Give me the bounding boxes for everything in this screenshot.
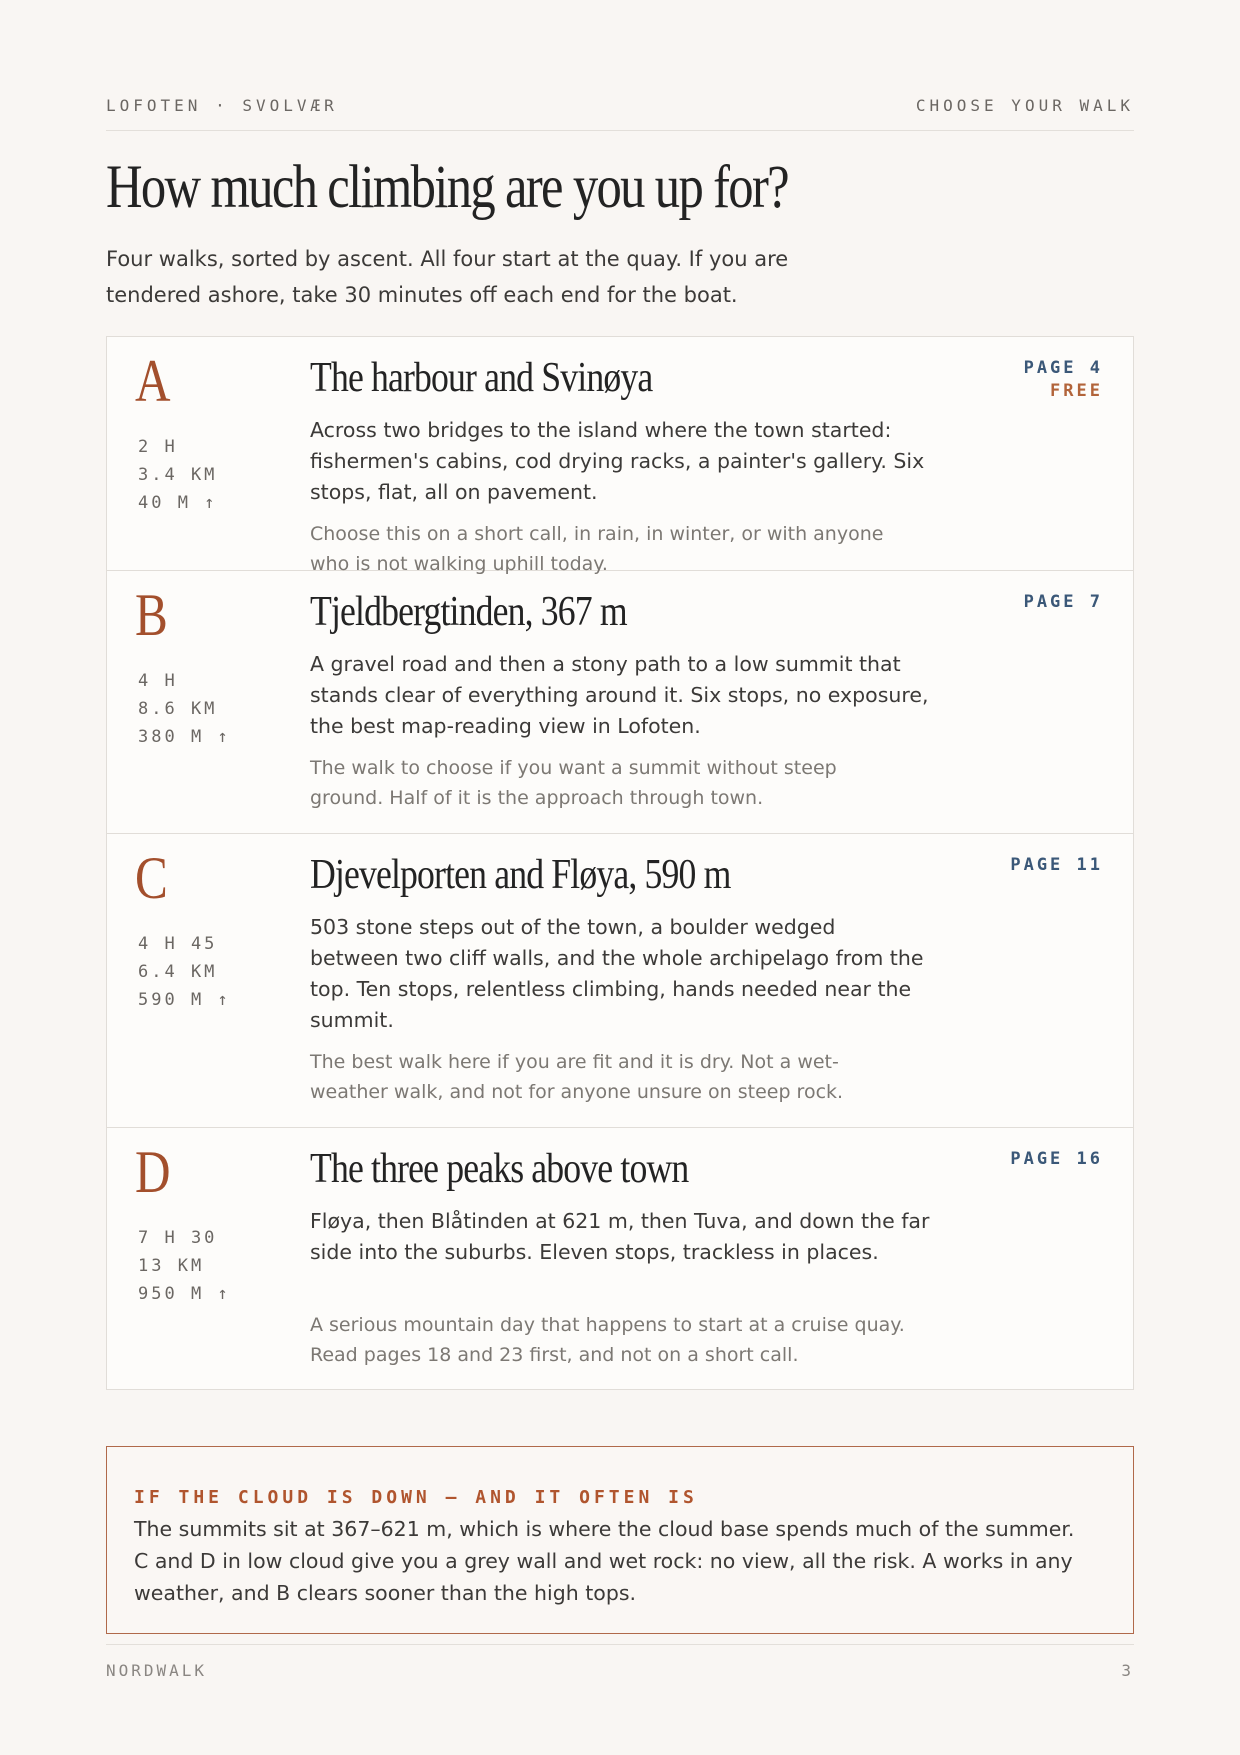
callout-title: IF THE CLOUD IS DOWN — AND IT OFTEN IS [134, 1487, 698, 1508]
walk-description: 503 stone steps out of the town, a boulder wedged between two cliff walls, and the whole archipelago from the top. Ten stops, relentless climbing, hands needed near the summit. [310, 915, 924, 1032]
footer-brand: NORDWALK [106, 1661, 208, 1680]
walk-page-ref[interactable] [1024, 357, 1103, 403]
walk-duration: 4 H [138, 671, 178, 691]
page-link[interactable]: PAGE 7 [1023, 592, 1103, 612]
page-number: 3 [1121, 1661, 1134, 1680]
running-header [106, 96, 1134, 131]
walk-name: The harbour and Svinøya [310, 355, 653, 401]
walk-name: Djevelporten and Fløya, 590 m [310, 852, 731, 898]
walk-page-ref[interactable] [1010, 1148, 1103, 1171]
walk-card-b[interactable] [107, 571, 1133, 834]
walk-card-d[interactable] [107, 1128, 1133, 1389]
walk-duration: 2 H [138, 437, 178, 457]
walk-note: The walk to choose if you want a summit without steep ground. Half of it is the approach through town. [310, 757, 837, 809]
walk-card-c[interactable] [107, 834, 1133, 1128]
walk-distance: 13 KM [138, 1256, 205, 1276]
walk-ascent: 590 M ↑ [138, 990, 231, 1010]
page-link[interactable]: PAGE 4 [1023, 358, 1103, 378]
walk-distance: 8.6 KM [138, 699, 218, 719]
cloud-warning-callout [106, 1446, 1134, 1634]
walk-distance: 6.4 KM [138, 962, 218, 982]
intro-paragraph: Four walks, sorted by ascent. All four start at the quay. If you are tendered ashore, take 30 minutes off each end for the boat. [106, 247, 789, 307]
walk-note: The best walk here if you are fit and it is dry. Not a wet-weather walk, and not for anyone unsure on steep rock. [310, 1051, 844, 1103]
walk-ascent: 380 M ↑ [138, 727, 231, 747]
walk-list [106, 336, 1134, 1390]
walk-letter: A [135, 348, 171, 414]
page-link[interactable]: PAGE 16 [1010, 1149, 1103, 1169]
walk-stats [138, 433, 217, 517]
walk-description: A gravel road and then a stony path to a low summit that stands clear of everything around it. Six stops, no exposure, the best map-reading view in Lofoten. [310, 652, 929, 738]
walk-ascent: 950 M ↑ [138, 1284, 231, 1304]
walk-note: A serious mountain day that happens to start at a cruise quay. Read pages 18 and 23 first, and not on a short call. [310, 1314, 905, 1366]
walk-letter: B [135, 582, 168, 648]
walk-card-a[interactable] [107, 337, 1133, 575]
callout-body: The summits sit at 367–621 m, which is where the cloud base spends much of the summer. C and D in low cloud give you a grey wall and wet rock: no view, all the risk. A works in any weather, and B clears sooner than the high tops. [134, 1517, 1075, 1605]
walk-page-ref[interactable] [1024, 591, 1103, 614]
walk-letter: D [135, 1139, 171, 1205]
walk-duration: 7 H 30 [138, 1228, 218, 1248]
walk-name: The three peaks above town [310, 1146, 689, 1192]
page-title: How much climbing are you up for? [106, 154, 788, 221]
walk-description: Across two bridges to the island where the town started: fishermen's cabins, cod drying racks, a painter's gallery. Six stops, flat, all on pavement. [310, 418, 925, 504]
walk-ascent: 40 M ↑ [138, 493, 218, 513]
walk-distance: 3.4 KM [138, 465, 218, 485]
walk-description: Fløya, then Blåtinden at 621 m, then Tuva, and down the far side into the suburbs. Eleven stops, trackless in places. [310, 1209, 930, 1264]
free-badge: FREE [1050, 381, 1103, 401]
walk-duration: 4 H 45 [138, 934, 218, 954]
header-location: LOFOTEN · SVOLVÆR [106, 96, 338, 115]
walk-stats [138, 930, 231, 1014]
page-link[interactable]: PAGE 11 [1010, 855, 1103, 875]
walk-stats [138, 667, 231, 751]
walk-page-ref[interactable] [1010, 854, 1103, 877]
walk-stats [138, 1224, 231, 1308]
page-footer [106, 1644, 1134, 1680]
walk-name: Tjeldbergtinden, 367 m [310, 589, 627, 635]
walk-note: Choose this on a short call, in rain, in winter, or with anyone who is not walking uphill today. [310, 523, 884, 575]
walk-letter: C [135, 845, 168, 911]
header-section: CHOOSE YOUR WALK [915, 96, 1134, 115]
